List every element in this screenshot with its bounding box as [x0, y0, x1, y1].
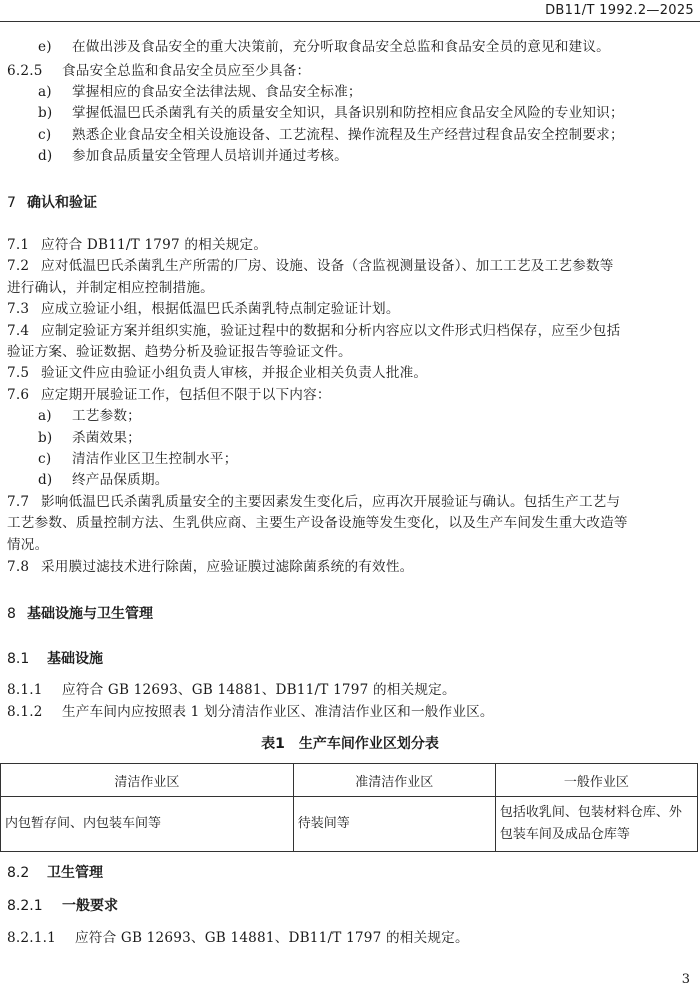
clause-text: 食品安全总监和食品安全员应至少具备：	[62, 63, 311, 79]
list-text: 掌握低温巴氏杀菌乳有关的质量安全知识，具备识别和防控相应食品安全风险的专业知识；	[72, 105, 624, 121]
clause-text: 应符合 GB 12693、GB 14881、DB11/T 1797 的相关规定。	[75, 930, 469, 946]
section-title: 确认和验证	[27, 195, 97, 211]
clause-number: 7.6	[7, 387, 30, 403]
table-caption: 表1 生产车间作业区划分表	[261, 736, 439, 752]
section-title: 一般要求	[62, 898, 118, 914]
section-number: 7	[7, 195, 16, 211]
clause-number: 7.1	[7, 237, 30, 253]
list-marker: c)	[38, 451, 52, 467]
clause-text: 应成立验证小组，根据低温巴氏杀菌乳特点制定验证计划。	[41, 301, 400, 317]
section-number: 8.1	[7, 651, 30, 667]
clause-7-8	[7, 558, 413, 576]
clause-number: 8.1.2	[7, 704, 43, 720]
list-marker: e)	[38, 39, 52, 55]
subsection-heading-8-2-1	[7, 895, 118, 915]
clause-text: 生产车间内应按照表 1 划分清洁作业区、准清洁作业区和一般作业区。	[62, 704, 494, 720]
list-item-b	[38, 104, 624, 122]
page-number: 3	[681, 972, 690, 987]
clause-7-7-cont: 工艺参数、质量控制方法、生乳供应商、主要生产设备设施等发生变化，以及生产车间发生重大改造等	[7, 515, 628, 531]
clause-number: 7.2	[7, 258, 30, 274]
column-header: 一般作业区	[495, 764, 697, 797]
section-heading-8	[7, 603, 153, 623]
clause-number: 7.7	[7, 494, 30, 510]
subsection-heading-8-1	[7, 648, 103, 668]
list-text: 参加食品质量安全管理人员培训并通过考核。	[72, 148, 348, 164]
column-header: 准清洁作业区	[293, 764, 495, 797]
list-text: 掌握相应的食品安全法律法规、食品安全标准；	[72, 84, 362, 100]
table-cell: 包括收乳间、包装材料仓库、外包装车间及成品仓库等	[495, 797, 697, 852]
list-item-c	[38, 450, 238, 468]
table-cell: 待装间等	[293, 797, 495, 852]
list-item-d	[38, 471, 169, 489]
clause-text: 应对低温巴氏杀菌乳生产所需的厂房、设施、设备（含监视测量设备）、加工工艺及工艺参数等	[41, 258, 614, 274]
clause-7-2-cont: 进行确认，并制定相应控制措施。	[7, 280, 214, 296]
clause-number: 7.4	[7, 323, 30, 339]
clause-number: 8.1.1	[7, 682, 43, 698]
list-marker: d)	[38, 148, 53, 164]
section-title: 基础设施与卫生管理	[27, 606, 153, 622]
list-marker: a)	[38, 84, 52, 100]
clause-text: 采用膜过滤技术进行除菌，应验证膜过滤除菌系统的有效性。	[41, 559, 414, 575]
table-row	[1, 797, 698, 852]
document-code: DB11/T 1992.2—2025	[545, 3, 694, 18]
list-text: 工艺参数；	[72, 408, 141, 424]
subsection-heading-8-2	[7, 862, 103, 882]
clause-text: 验证文件应由验证小组负责人审核，并报企业相关负责人批准。	[41, 365, 428, 381]
list-marker: b)	[38, 105, 53, 121]
clause-text: 应符合 DB11/T 1797 的相关规定。	[41, 237, 268, 253]
clause-7-7-cont2: 情况。	[7, 537, 49, 553]
clause-7-4	[7, 322, 620, 340]
clause-number: 7.3	[7, 301, 30, 317]
clause-text: 应定期开展验证工作，包括但不限于以下内容：	[41, 387, 331, 403]
list-marker: c)	[38, 127, 52, 143]
header-rule	[0, 21, 700, 22]
clause-8-2-1-1	[7, 929, 469, 947]
list-text: 杀菌效果；	[72, 430, 141, 446]
clause-text: 应制定验证方案并组织实施，验证过程中的数据和分析内容应以文件形式归档保存，应至少包括	[41, 323, 621, 339]
clause-8-1-1	[7, 681, 456, 699]
list-item-c	[38, 126, 624, 144]
clause-7-5	[7, 364, 427, 382]
section-number: 8.2	[7, 865, 30, 881]
clause-6-2-5	[7, 62, 310, 80]
clause-8-1-2	[7, 703, 494, 721]
list-marker: b)	[38, 430, 53, 446]
zone-table	[0, 763, 698, 852]
section-heading-7	[7, 192, 97, 212]
list-marker: a)	[38, 408, 52, 424]
column-header: 清洁作业区	[1, 764, 294, 797]
list-text: 在做出涉及食品安全的重大决策前，充分听取食品安全总监和食品安全员的意见和建议。	[72, 39, 610, 55]
table-header-row	[1, 764, 698, 797]
list-item-e	[38, 38, 610, 56]
clause-7-2	[7, 257, 614, 275]
list-text: 熟悉企业食品安全相关设施设备、工艺流程、操作流程及生产经营过程食品安全控制要求；	[72, 127, 624, 143]
list-text: 清洁作业区卫生控制水平；	[72, 451, 238, 467]
list-text: 终产品保质期。	[72, 472, 169, 488]
clause-number: 6.2.5	[7, 63, 43, 79]
clause-7-1	[7, 236, 267, 254]
list-item-a	[38, 407, 141, 425]
list-item-d	[38, 147, 348, 165]
clause-7-6	[7, 386, 331, 404]
clause-number: 7.8	[7, 559, 30, 575]
list-item-a	[38, 83, 362, 101]
clause-number: 8.2.1.1	[7, 930, 56, 946]
clause-text: 影响低温巴氏杀菌乳质量安全的主要因素发生变化后，应再次开展验证与确认。包括生产工艺与	[41, 494, 621, 510]
section-title: 卫生管理	[47, 865, 103, 881]
clause-7-4-cont: 验证方案、验证数据、趋势分析及验证报告等验证文件。	[7, 344, 352, 360]
clause-7-7	[7, 493, 620, 511]
table-cell: 内包暂存间、内包装车间等	[1, 797, 294, 852]
clause-7-3	[7, 300, 400, 318]
list-marker: d)	[38, 472, 53, 488]
list-item-b	[38, 429, 141, 447]
section-number: 8	[7, 606, 16, 622]
clause-number: 7.5	[7, 365, 30, 381]
clause-text: 应符合 GB 12693、GB 14881、DB11/T 1797 的相关规定。	[62, 682, 456, 698]
section-number: 8.2.1	[7, 898, 43, 914]
section-title: 基础设施	[47, 651, 103, 667]
